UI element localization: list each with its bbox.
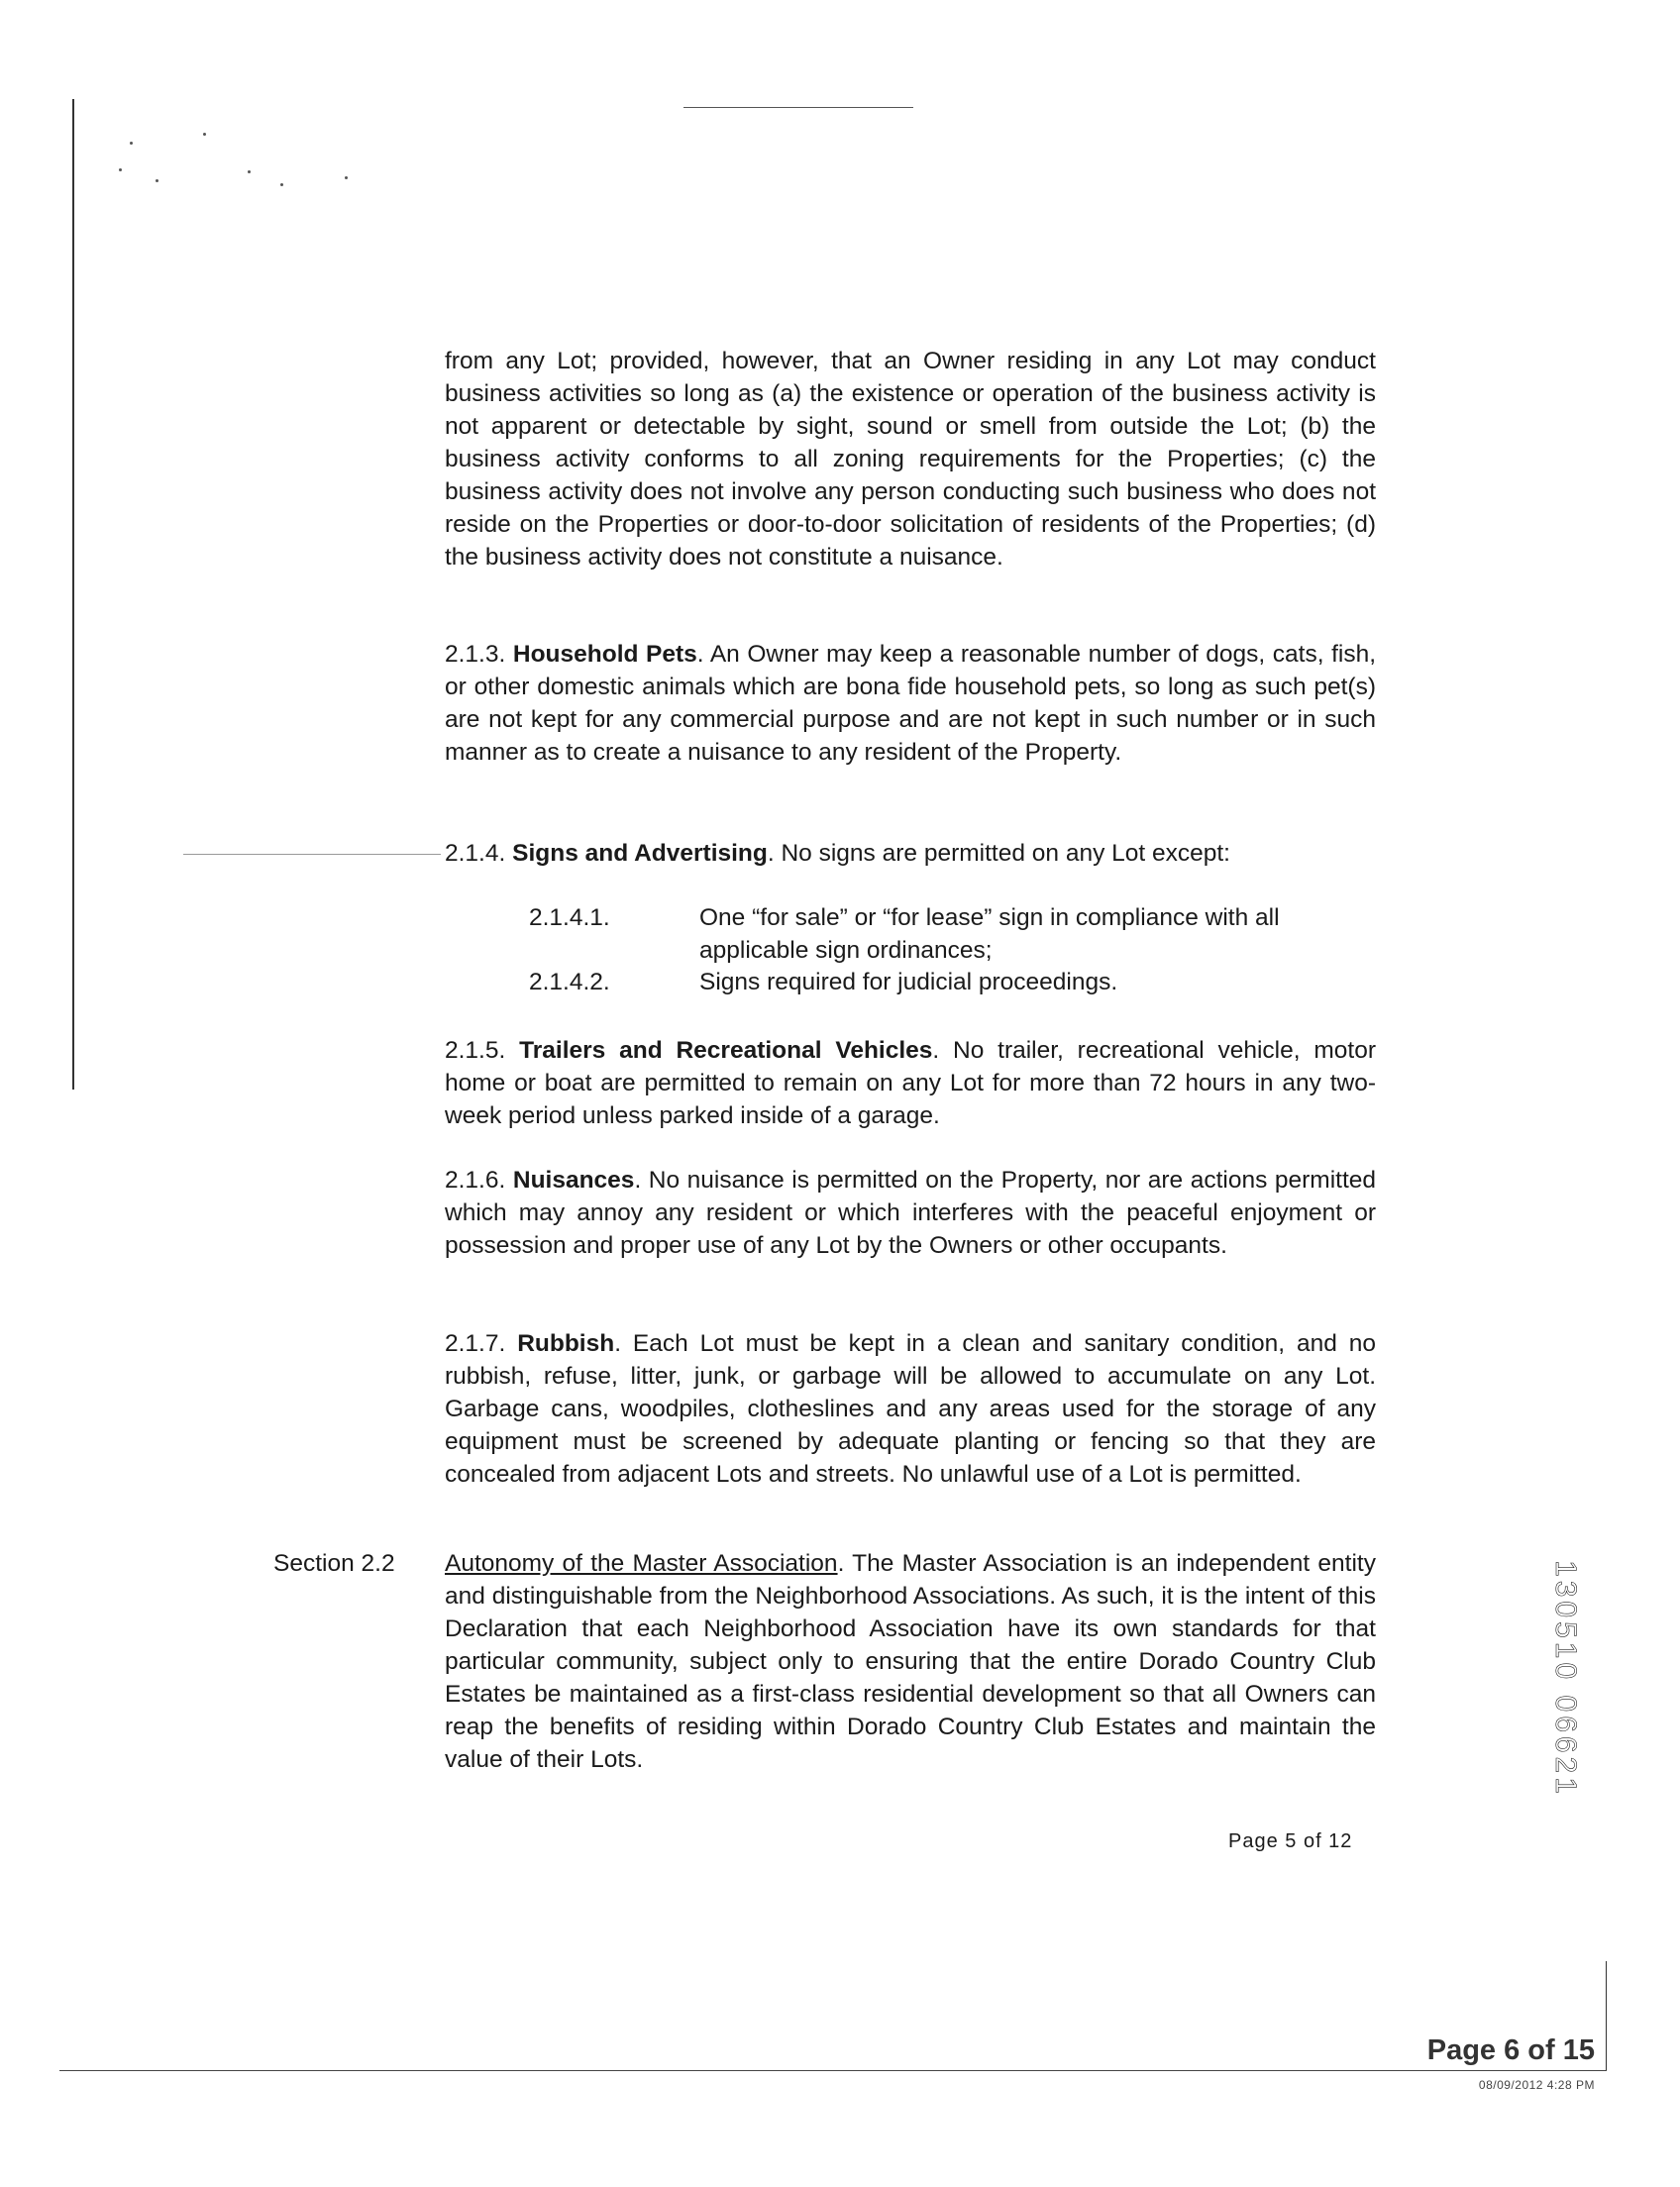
scan-speck	[130, 142, 133, 145]
section-text: . The Master Association is an independent entity and distinguishable from the Neighborhood Associations. As such, it is the intent of this Declaration that each Neighborhood Association have its own standards for that particular community, subject only to ensuring that the entire Dorado Country Club Estates be maintained as a first-class residential development so that all Owners can reap the benefits of residing within Dorado Country Club Estates and maintain the value of their Lots.	[445, 1550, 1376, 1773]
scan-right-edge-line	[1606, 1961, 1607, 2070]
recording-stamp-number: 130510 06621	[1549, 1560, 1582, 1798]
subsection-text-2-1-4-2: Signs required for judicial proceedings.	[699, 969, 1118, 995]
subsection-number-2-1-4-1: 2.1.4.1.	[529, 904, 610, 931]
section-number: 2.1.6.	[445, 1167, 506, 1194]
subsection-number-2-1-4-2: 2.1.4.2.	[529, 969, 610, 995]
scan-speck	[119, 168, 122, 171]
section-text: . Each Lot must be kept in a clean and sanitary condition, and no rubbish, refuse, litter, junk, or garbage will be allowed to accumulate on any Lot. Garbage cans, woodpiles, clotheslines and any areas used for the storage of any equipment must be screened by adequate planting or fencing so that they are concealed from adjacent Lots and streets. No unlawful use of a Lot is permitted.	[445, 1330, 1376, 1488]
scan-speck	[156, 179, 158, 182]
section-title: Household Pets	[512, 641, 697, 668]
section-2-1-6	[445, 1164, 1376, 1262]
scan-speck	[203, 133, 206, 136]
subsection-text-2-1-4-1: One “for sale” or “for lease” sign in compliance with all applicable sign ordinances;	[699, 904, 1280, 964]
section-text: . An Owner may keep a reasonable number of dogs, cats, fish, or other domestic animals which are bona fide household pets, so long as such pet(s) are not kept for any commercial purpose and are not kept in such number or in such manner as to create a nuisance to any resident of the Property.	[445, 641, 1377, 766]
section-2-2	[445, 1547, 1376, 1776]
section-title: Signs and Advertising	[512, 840, 768, 867]
scan-dashed-line	[183, 854, 441, 855]
section-title: Nuisances	[512, 1167, 635, 1194]
scan-speck	[280, 183, 283, 186]
section-number: 2.1.7.	[445, 1330, 506, 1357]
section-number: 2.1.4.	[445, 840, 506, 867]
section-number: 2.1.5.	[445, 1037, 506, 1064]
footer-timestamp: 08/09/2012 4:28 PM	[1478, 2078, 1595, 2092]
page-number: Page 5 of 12	[1228, 1830, 1353, 1852]
section-2-1-7	[445, 1327, 1376, 1491]
section-text: . No trailer, recreational vehicle, motor home or boat are permitted to remain on any Lot for more than 72 hours in any two-week period unless parked inside of a garage.	[445, 1037, 1376, 1129]
scan-speck	[345, 176, 348, 179]
section-2-2-label: Section 2.2	[273, 1550, 395, 1577]
section-2-1-3	[445, 638, 1376, 769]
section-2-1-5	[445, 1034, 1376, 1132]
section-title: Autonomy of the Master Association	[445, 1550, 838, 1577]
footer-page-count: Page 6 of 15	[1426, 2034, 1595, 2066]
section-text: . No nuisance is permitted on the Property, nor are actions permitted which may annoy any resident or which interferes with the peaceful enjoyment or possession and proper use of any Lot by the Owners or other occupants.	[445, 1167, 1377, 1259]
scan-top-line	[683, 107, 913, 108]
section-2-1-4	[445, 837, 1376, 870]
section-text: . No signs are permitted on any Lot except:	[767, 840, 1230, 867]
section-title: Rubbish	[517, 1330, 615, 1357]
scan-bottom-line	[59, 2070, 1607, 2071]
section-title: Trailers and Recreational Vehicles	[519, 1037, 933, 1064]
recording-stamp	[1545, 1560, 1585, 1798]
paragraph-continuation: from any Lot; provided, however, that an Owner residing in any Lot may conduct business activities so long as (a) the existence or operation of the business activity is not apparent or detectable by sight, sound or smell from outside the Lot; (b) the business activity conforms to all zoning requirements for the Properties; (c) the business activity does not involve any person conducting such business who does not reside on the Properties or door-to-door solicitation of residents of the Properties; (d) the business activity does not constitute a nuisance.	[445, 348, 1376, 571]
scan-speck	[248, 170, 251, 173]
section-number: 2.1.3.	[445, 641, 506, 668]
scan-left-edge-line	[72, 99, 74, 1090]
